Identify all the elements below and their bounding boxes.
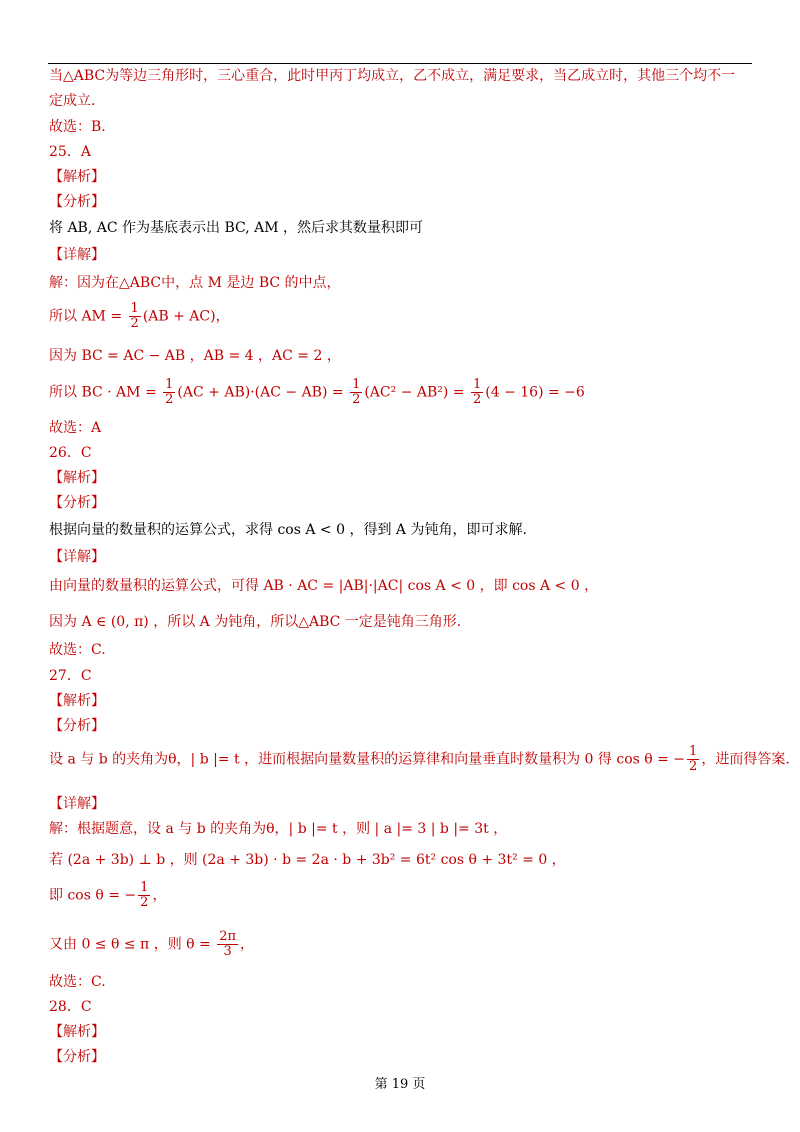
section-heading: 【分析】 xyxy=(49,495,105,511)
section-heading: 【分析】 xyxy=(49,718,105,734)
section-heading: 【详解】 xyxy=(49,247,105,263)
section-heading: 【解析】 xyxy=(49,693,105,709)
section-heading: 【解析】 xyxy=(49,470,105,486)
solution-text: 因为 A ∈ (0, π) ，所以 A 为钝角，所以△ABC 一定是钝角三角形. xyxy=(49,614,462,630)
header-rule xyxy=(48,63,752,64)
formula-line: 所以 AM = $\frac{1}{2}$ (AB + AC)， xyxy=(49,301,230,331)
analysis-text: 根据向量的数量积的运算公式，求得 cos A < 0 ，得到 A 为钝角，即可求解. xyxy=(49,522,527,538)
formula-line: 所以 BC · AM = $\frac{1}{2}$ (AC + AB)·(AC − AB) = $\frac{1}{2}$ (AC² − AB²) = $\frac{1}{2}$ (4 − 16) = −6 xyxy=(49,377,585,407)
analysis-text: 设 a 与 b 的夹角为θ，| b |= t ，进而根据向量数量积的运算律和向量垂直时数量积为 0 得 cos θ = − $\frac{1}{2}$ ，进而得答案. xyxy=(49,744,790,774)
formula-line: 又由 0 ≤ θ ≤ π ，则 θ = $\frac{2\pi}{3}$ ， xyxy=(49,929,255,959)
question-number: 27．C xyxy=(49,668,92,684)
section-heading: 【分析】 xyxy=(49,194,105,210)
solution-text: 解：根据题意，设 a 与 b 的夹角为θ，| b |= t ，则 | a |= 3 | b |= 3t ， xyxy=(49,821,508,837)
answer-line: 故选：C. xyxy=(49,642,106,658)
question-number: 25．A xyxy=(49,144,91,160)
solution-text: 由向量的数量积的运算公式，可得 AB · AC = |AB|·|AC| cos A < 0 ，即 cos A < 0 ， xyxy=(49,578,599,594)
formula-line: 因为 BC = AC − AB ，AB = 4 ，AC = 2 ， xyxy=(49,348,341,364)
text-line: 定成立. xyxy=(49,93,96,109)
page-number: 第 19 页 xyxy=(374,1077,426,1092)
text-line: 当△ABC为等边三角形时，三心重合，此时甲丙丁均成立，乙不成立，满足要求，当乙成立时，其他三个均不一 xyxy=(49,68,736,84)
formula-line: 若 (2a + 3b) ⊥ b ，则 (2a + 3b) · b = 2a · b + 3b² = 6t² cos θ + 3t² = 0 ， xyxy=(49,852,566,868)
section-heading: 【解析】 xyxy=(49,1024,105,1040)
question-number: 26．C xyxy=(49,445,92,461)
section-heading: 【详解】 xyxy=(49,796,105,812)
fraction: $\frac{1}{2}$ xyxy=(130,301,139,331)
question-number: 28．C xyxy=(49,999,92,1015)
solution-text: 解：因为在△ABC中，点 M 是边 BC 的中点， xyxy=(49,275,341,291)
analysis-text: 将 AB, AC 作为基底表示出 BC, AM ，然后求其数量积即可 xyxy=(49,220,424,236)
answer-line: 故选：A xyxy=(49,420,102,436)
section-heading: 【详解】 xyxy=(49,549,105,565)
formula-line: 即 cos θ = − $\frac{1}{2}$ ， xyxy=(49,880,167,910)
section-heading: 【分析】 xyxy=(49,1049,105,1065)
section-heading: 【解析】 xyxy=(49,169,105,185)
answer-line: 故选：B. xyxy=(49,119,106,135)
answer-line: 故选：C. xyxy=(49,974,106,990)
